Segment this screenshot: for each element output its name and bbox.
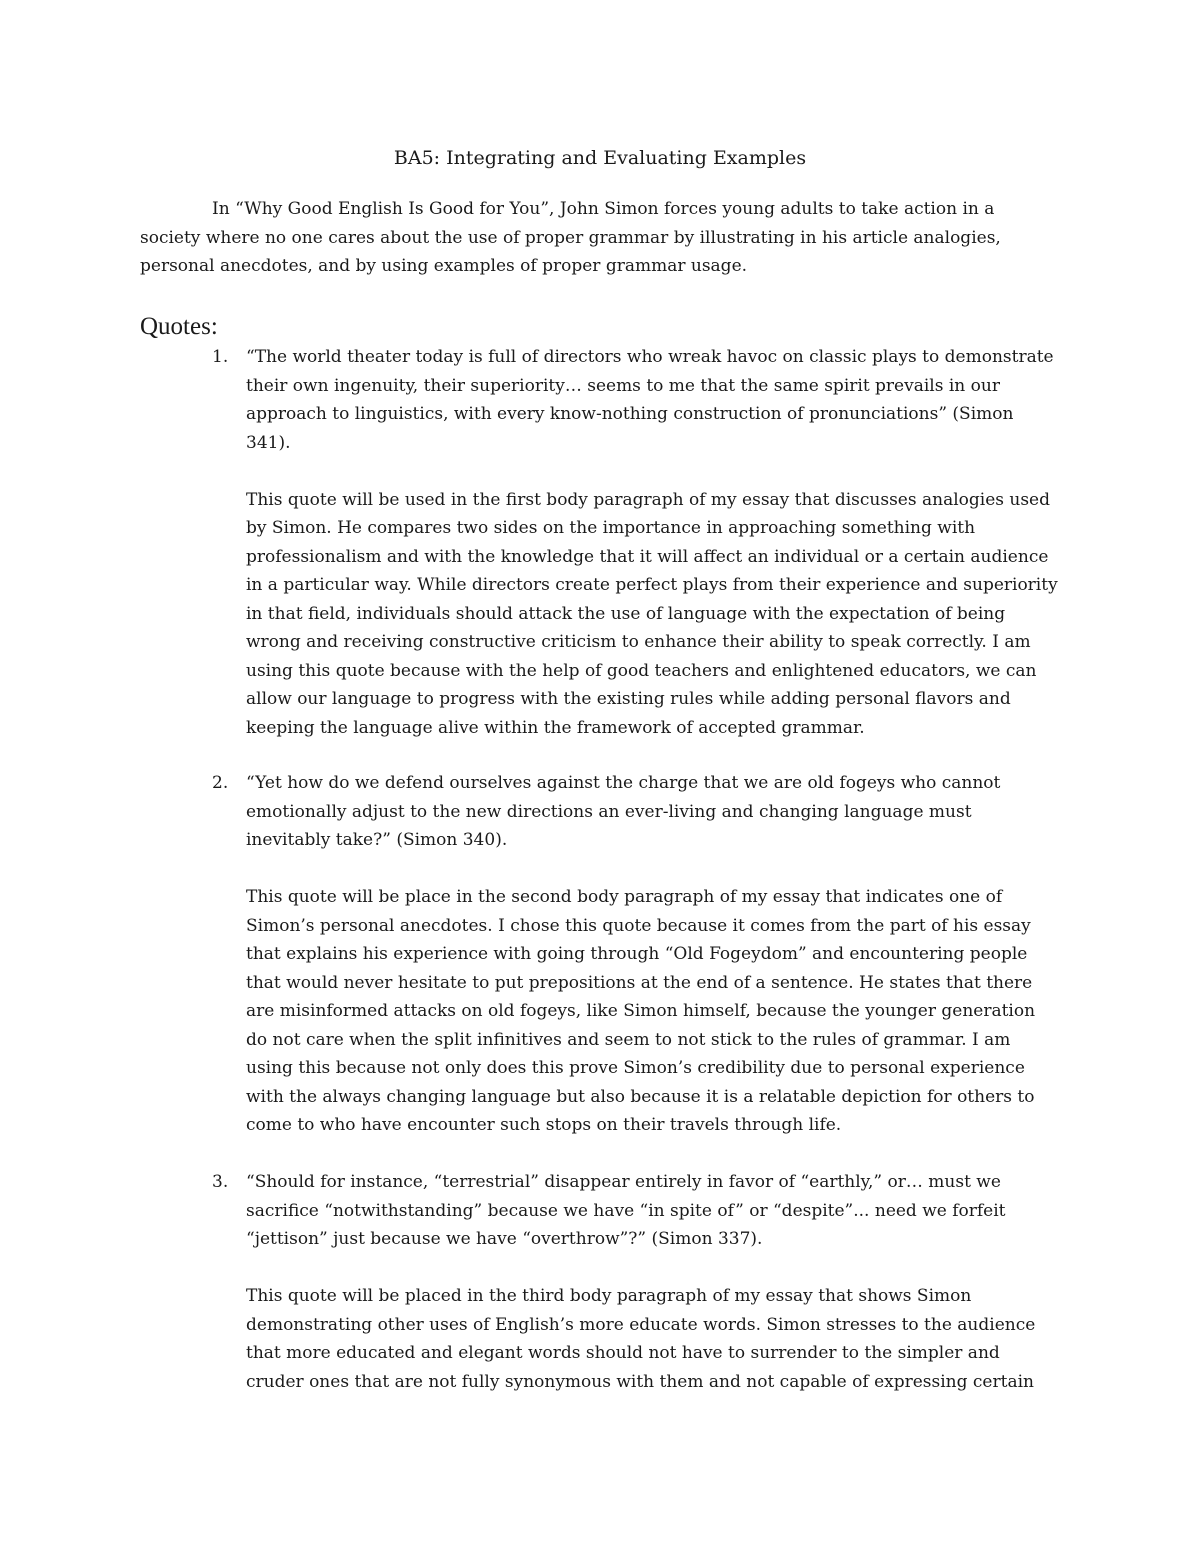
quote-text: “Should for instance, “terrestrial” disappear entirely in favor of “earthly,” or… must we sacrifice “notwithstanding” because we have “in spite of” or “despite”... need we forfeit “jettison” just because we have “overthrow”?” (Simon 337). — [246, 1172, 1006, 1249]
quote-number: 1. — [212, 347, 229, 367]
quote-body — [246, 343, 1060, 742]
quote-item-2 — [140, 769, 1060, 1140]
analysis-paragraph: This quote will be placed in the third body paragraph of my essay that shows Simon demonstrating other uses of English’s more educate words. Simon stresses to the audience that more educated and elegant words should not have to surrender to the simpler and cruder ones that are not fully synonymous with them and not capable of expressing certain — [246, 1286, 1036, 1392]
analysis-paragraph: This quote will be used in the first body paragraph of my essay that discusses analogies used by Simon. He compares two sides on the importance in approaching something with professionalism and with the knowledge that it will affect an individual or a certain audience in a particular way. While directors create perfect plays from their experience and superiority in that field, individuals should attack the use of language with the expectation of being wrong and receiving constructive criticism to enhance their ability to speak correctly. I am using this quote because with the help of good teachers and enlightened educators, we can allow our language to progress with the existing rules while adding personal flavors and keeping the language alive within the framework of accepted grammar. — [246, 489, 1058, 738]
quote-number: 3. — [212, 1172, 229, 1192]
quote-text: “Yet how do we defend ourselves against the charge that we are old fogeys who cannot emotionally adjust to the new directions an ever-living and changing language must inevitably take?” (Simon 340). — [246, 773, 1001, 850]
quote-item-3 — [140, 1168, 1060, 1396]
analysis-paragraph: This quote will be place in the second body paragraph of my essay that indicates one of Simon’s personal anecdotes. I chose this quote because it comes from the part of his essay that explains his experience with going through “Old Fogeydom” and encountering people that would never hesitate to put prepositions at the end of a sentence. He states that there are misinformed attacks on old fogeys, like Simon himself, because the younger generation do not care when the split infinitives and seem to not stick to the rules of grammar. I am using this because not only does this prove Simon’s credibility due to personal experience with the always changing language but also because it is a relatable depiction for others to come to who have encounter such stops on their travels through life. — [246, 887, 1036, 1135]
quote-body — [246, 1168, 1060, 1396]
quote-item-1 — [140, 343, 1060, 742]
document-title: BA5: Integrating and Evaluating Examples — [393, 147, 807, 169]
intro-paragraph: In “Why Good English Is Good for You”, John Simon forces young adults to take action in a society where no one cares about the use of proper grammar by illustrating in his article analogies, personal anecdotes, and by using examples of proper grammar usage. — [140, 199, 1001, 276]
quote-text: “The world theater today is full of directors who wreak havoc on classic plays to demonstrate their own ingenuity, their superiority… seems to me that the same spirit prevails in our approach to linguistics, with every know-nothing construction of pronunciations” (Simon 341). — [246, 347, 1054, 453]
quote-number: 2. — [212, 773, 229, 793]
quotes-heading: Quotes: — [140, 313, 218, 340]
quote-body — [246, 769, 1060, 1140]
